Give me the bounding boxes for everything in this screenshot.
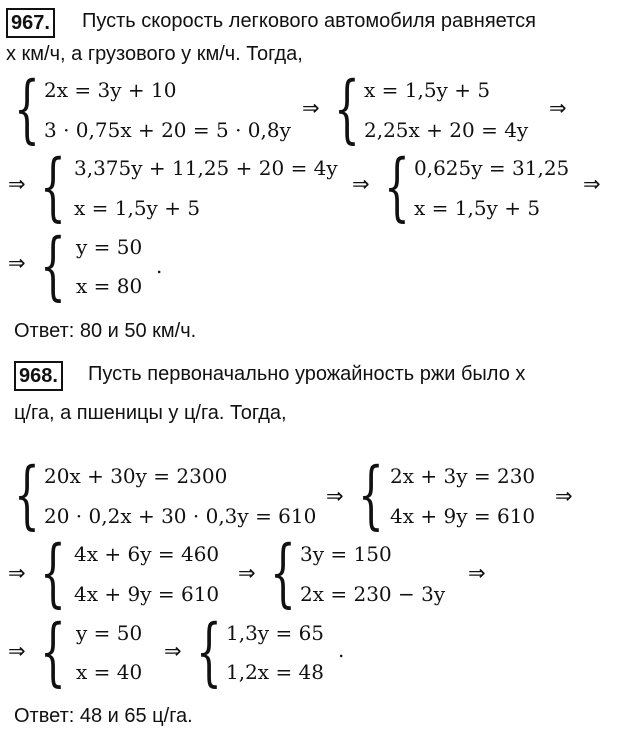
equation: 2x + 3y = 230 xyxy=(390,464,536,488)
implies-arrow: ⇒ xyxy=(8,251,26,275)
equation: 1,3y = 65 xyxy=(226,621,325,645)
equation: 3y = 150 xyxy=(300,542,392,566)
implies-arrow: ⇒ xyxy=(549,96,567,120)
left-brace: { xyxy=(384,144,410,230)
left-brace: { xyxy=(40,530,66,616)
equation: 20 · 0,2x + 30 · 0,3y = 610 xyxy=(44,504,317,528)
answer-line: Ответ: 48 и 65 ц/га. xyxy=(14,705,193,727)
problem-number-badge: 968. xyxy=(14,361,63,391)
implies-arrow: ⇒ xyxy=(583,172,601,196)
equation: 4x + 9y = 610 xyxy=(390,504,536,528)
equation: x = 1,5y + 5 xyxy=(364,78,491,102)
implies-arrow: ⇒ xyxy=(468,561,486,585)
equation: 3,375y + 11,25 + 20 = 4y xyxy=(74,156,338,180)
left-brace: { xyxy=(14,452,40,538)
equation: 20x + 30y = 2300 xyxy=(44,464,228,488)
problem-intro-line: x км/ч, а грузового y км/ч. Тогда, xyxy=(6,43,303,65)
equation: 2,25x + 20 = 4y xyxy=(364,118,529,142)
equation: y = 50 xyxy=(76,621,143,645)
left-brace: { xyxy=(40,144,66,230)
implies-arrow: ⇒ xyxy=(8,561,26,585)
implies-arrow: ⇒ xyxy=(352,172,370,196)
implies-arrow: ⇒ xyxy=(164,639,182,663)
equation: 4x + 6y = 460 xyxy=(74,542,220,566)
left-brace: { xyxy=(14,66,40,152)
left-brace: { xyxy=(334,66,360,152)
period-mark: . xyxy=(338,638,345,662)
equation: 2x = 230 − 3y xyxy=(300,582,446,606)
problem-number-badge: 967. xyxy=(6,8,55,38)
equation: x = 80 xyxy=(76,274,143,298)
equation: 0,625y = 31,25 xyxy=(414,156,570,180)
equation: 1,2x = 48 xyxy=(226,660,325,684)
equation: y = 50 xyxy=(76,235,143,259)
left-brace: { xyxy=(196,609,222,695)
left-brace: { xyxy=(358,452,384,538)
implies-arrow: ⇒ xyxy=(8,172,26,196)
problem-intro-line: ц/га, а пшеницы y ц/га. Тогда, xyxy=(14,402,287,424)
implies-arrow: ⇒ xyxy=(326,484,344,508)
problem-intro-line: Пусть скорость легкового автомобиля равняется xyxy=(82,10,536,32)
problem-intro-line: Пусть первоначально урожайность ржи было x xyxy=(88,363,526,385)
answer-line: Ответ: 80 и 50 км/ч. xyxy=(14,320,197,342)
left-brace: { xyxy=(270,530,296,616)
implies-arrow: ⇒ xyxy=(302,96,320,120)
equation: x = 1,5y + 5 xyxy=(414,196,541,220)
equation: x = 1,5y + 5 xyxy=(74,196,201,220)
period-mark: . xyxy=(156,254,163,278)
equation: x = 40 xyxy=(76,660,143,684)
left-brace: { xyxy=(40,223,66,309)
equation: 2x = 3y + 10 xyxy=(44,78,177,102)
equation: 3 · 0,75x + 20 = 5 · 0,8y xyxy=(44,118,291,142)
equation: 4x + 9y = 610 xyxy=(74,582,220,606)
implies-arrow: ⇒ xyxy=(238,561,256,585)
left-brace: { xyxy=(40,609,66,695)
implies-arrow: ⇒ xyxy=(555,484,573,508)
implies-arrow: ⇒ xyxy=(8,639,26,663)
